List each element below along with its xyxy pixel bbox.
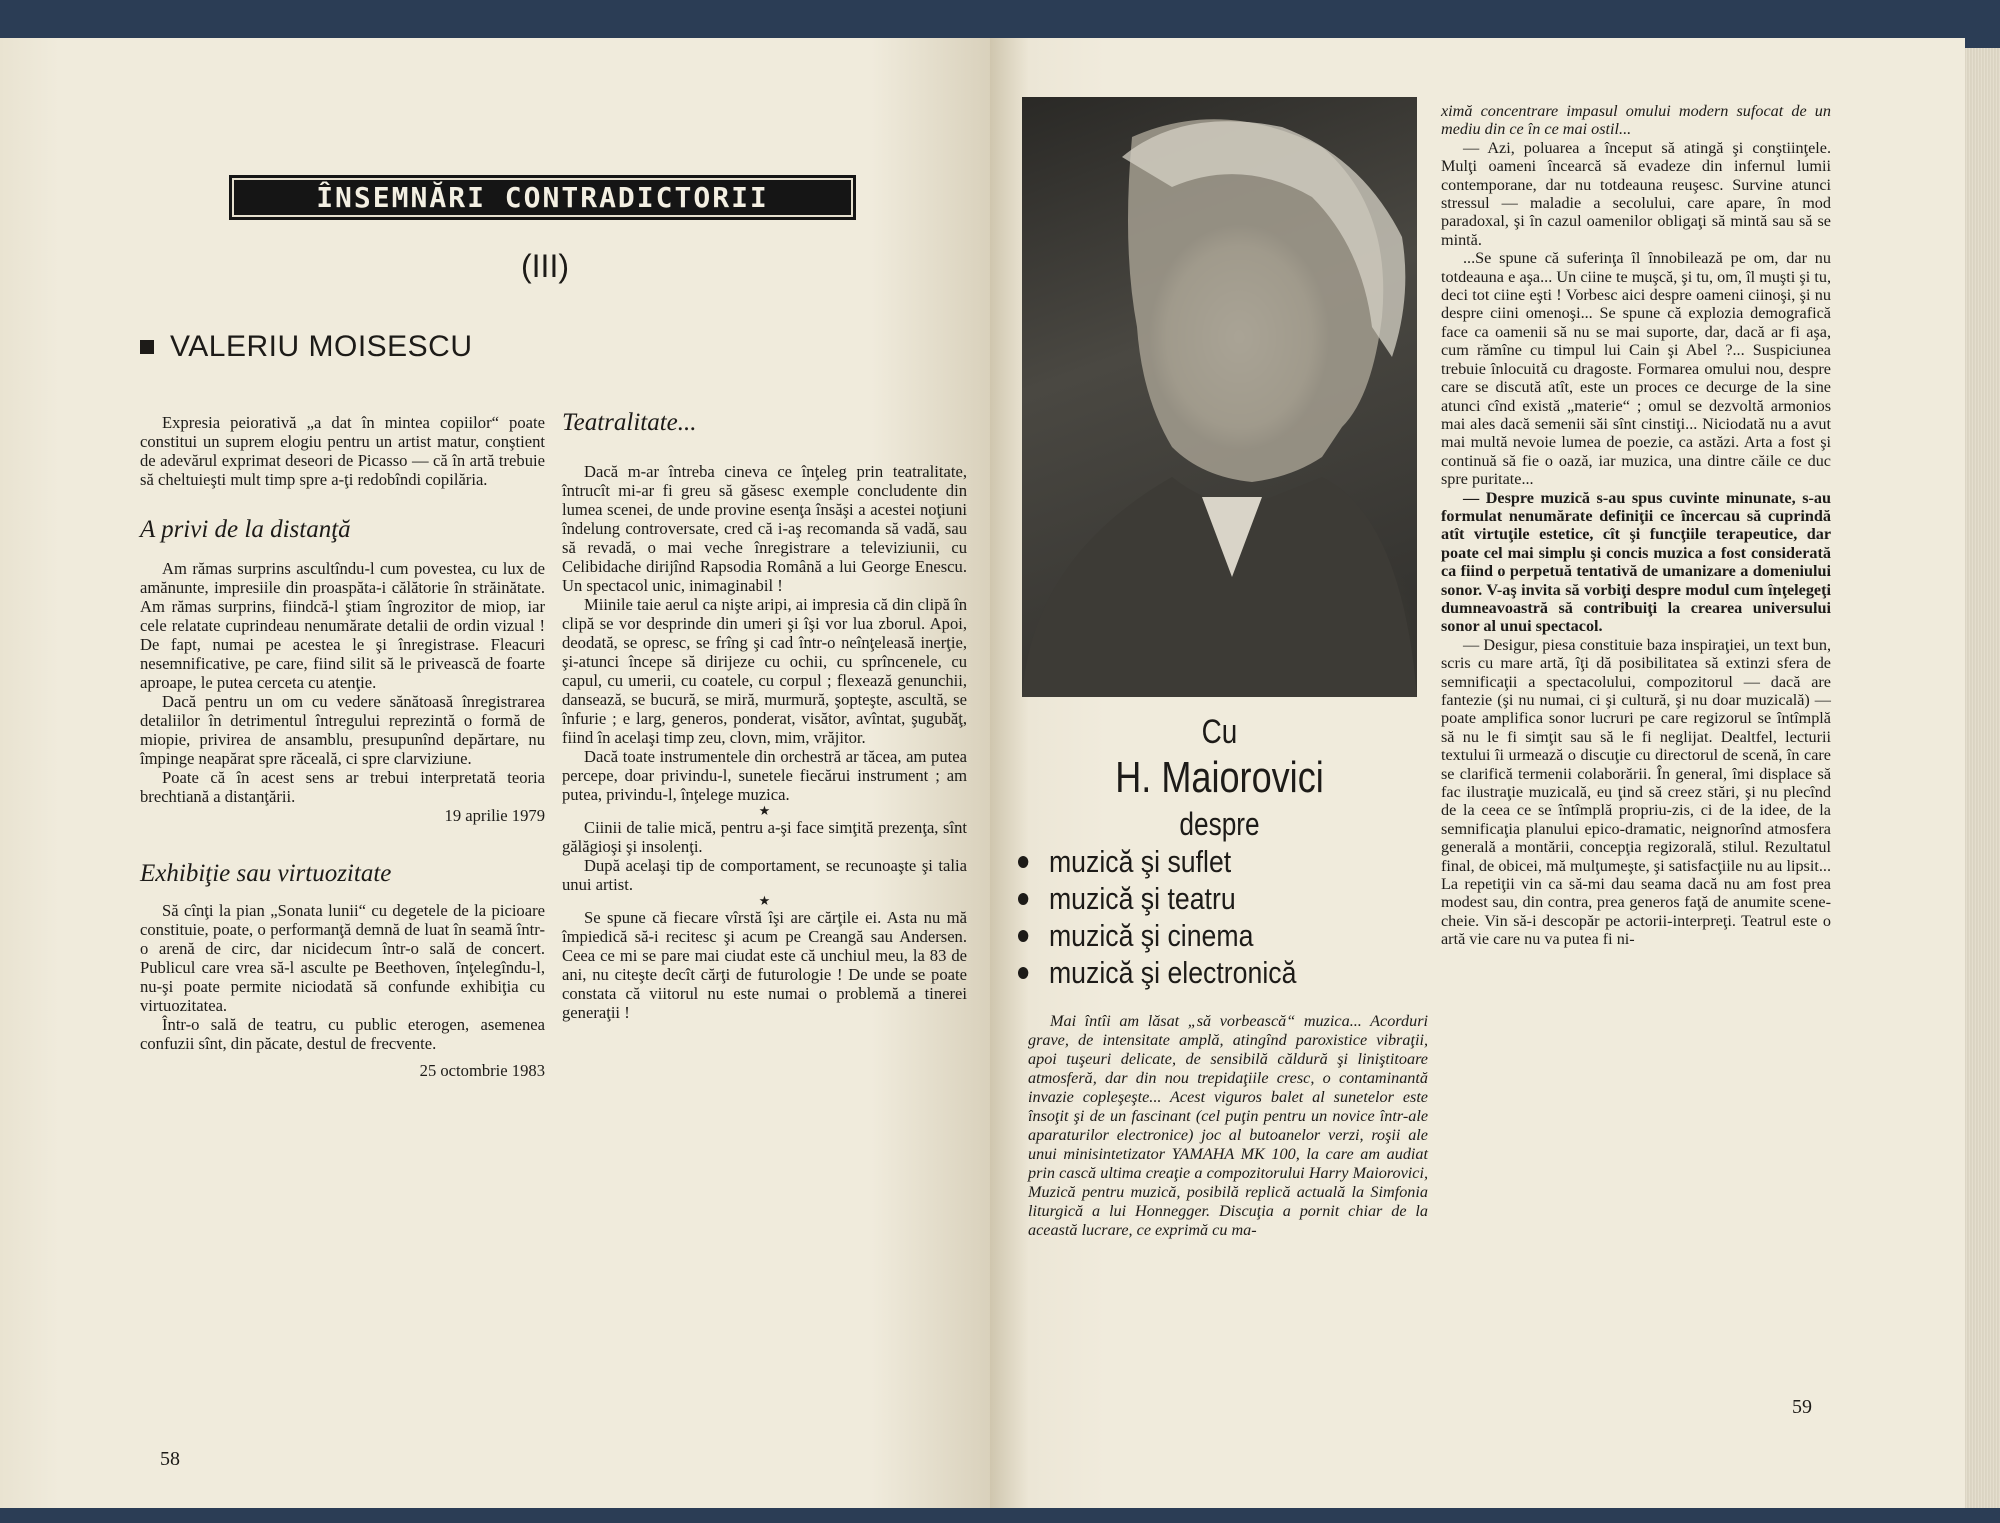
interview-intro — [1028, 1012, 1428, 1240]
title-line: Cu — [1201, 713, 1238, 751]
page-number: 58 — [160, 1448, 180, 1470]
title-line: despre — [1179, 806, 1260, 842]
interview-question: — Despre muzică s-au spus cuvinte minunate, s-au formulat nenumărate definiţii ce încercau să cuprindă atît virtuţile estetice, cît şi funcţiile terapeutice, dar poate cel mai simplu şi concis muzica a fost considerată ca fiind o perpetuă tentativă de umanizare a domeniului sonor. V-aş invita să vorbiţi despre modul cum înţelegeţi dumneavoastră să contribuiţi la crearea universului sonor al unui spectacol. — [1441, 488, 1831, 636]
list-item: muzică şi teatru — [1018, 880, 1379, 917]
part-number: (III) — [521, 248, 569, 284]
paragraph: Poate că în acest sens ar trebui interpretată teoria brechtiană a distanţării. — [140, 768, 545, 806]
paragraph: ...Se spune că suferinţa îl înnobilează pe om, dar nu totdeauna e aşa... Un ciine te muşcă, şi tu, om, îl muşti şi tu, deci tot ciine eşti ! Vorbesc aici despre oameni ciinoşi, şi nu despre ciini omenoşi... Se spune că explozia demografică face ca oamenii să nu se mai suporte, dar, dacă ar fi aşa, cum rămîne cu timpul lui Cain şi Abel ?... Suspiciunea trebuie înlocuită cu dragoste. Formarea omului nou, despre care se discută atît, este un proces ce decurge de la sine atunci cînd există „materie“ ; omul se dezvoltă armonios mai ales dacă semenii săi sînt cinstiţi... Niciodată nu a avut mai multă nevoie lumea de poezie, ca astăzi. Arta a fost şi continuă să fie o oază, iar muzica, una dintre căile ce duc spre puritate... — [1441, 249, 1831, 489]
section-title-banner: ÎNSEMNĂRI CONTRADICTORII — [229, 175, 856, 220]
right-column — [1441, 102, 1831, 949]
paragraph: Dacă toate instrumentele din orchestră ar tăcea, am putea percepe, doar privindu-l, sunetele fiecărui instrument ; am putea, privindu-l, înţelege muzica. — [562, 747, 967, 804]
paragraph: Expresia peiorativă „a dat în mintea copiilor“ poate constitui un suprem elogiu pentru un artist matur, conştient de adevărul exprimat deseori de Picasso — că în artă trebuie să cheltuieşti mult timp spre a-ţi redobîndi copilăria. — [140, 413, 545, 489]
intro-paragraph: Mai întîi am lăsat „să vorbească“ muzica... Acorduri grave, de intensitate amplă, atingînd paroxistice vibraţii, apoi tuşeuri delicate, de sensibilă căldură şi liniştitoare atmosferă, dar din nou trepidaţiile cresc, o contaminantă invazie copleşeşte... Acest viguros balet al sunetelor este însoţit şi de un fascinant (cel puţin pentru un novice într-ale aparaturilor electronice) joc al butoanelor verzi, roşii ale unui minisintetizator YAMAHA MK 100, la care am audiat prin cască ultima creaţie a compozitorului Harry Maiorovici, Muzică pentru muzică, posibilă replică actuală la Simfonia liturgică a lui Honnegger. Discuţia a pornit chiar de la această lucrare, ce exprimă cu ma- — [1028, 1012, 1428, 1239]
left-page — [0, 38, 990, 1508]
star-separator-icon: ★ — [758, 803, 771, 818]
subheading: A privi de la distanţă — [140, 516, 351, 543]
interview-title — [1058, 712, 1382, 844]
bullet-icon — [1018, 893, 1028, 905]
bullet-icon — [1018, 856, 1028, 868]
date: 19 aprilie 1979 — [444, 806, 545, 825]
portrait-person-icon — [1022, 97, 1417, 697]
left-column-2 — [562, 408, 967, 1022]
paragraph: Să cînţi la pian „Sonata lunii“ cu degetele de la picioare constituie, poate, o performanţă demnă de luat în seamă într-o arenă de circ, dar nicidecum într-o sală de concert. Publicul care vrea să-l asculte pe Beethoven, înţelegîndu-l, nu-şi poate permite niciodată să confunde exhibiţia cu virtuozitatea. — [140, 901, 545, 1015]
square-bullet-icon — [140, 340, 154, 354]
left-column-1 — [140, 413, 545, 1080]
paragraph: Am rămas surprins ascultîndu-l cum povestea, cu lux de amănunte, impresiile din proaspăta-i călătorie în străinătate. Am rămas surprins, fiindcă-l ştiam îngrozitor de miop, iar cele relatate cuprindeau nenumărate detalii de ordin vizual ! De fapt, numai pe acestea le şi înregistrase. Fleacuri nesemnificative, pe care, fiind silit să le privească de foarte aproape, le putea cerceta cu atenţie. — [140, 559, 545, 692]
bullet-icon — [1018, 930, 1028, 942]
paragraph: ximă concentrare impasul omului modern sufocat de un mediu din ce în ce mai ostil... — [1441, 102, 1831, 139]
author-name: VALERIU MOISESCU — [170, 330, 473, 363]
paragraph: Dacă pentru un om cu vedere sănătoasă înregistrarea detaliilor în detrimentul întregului reprezintă o formă de miopie, privirea de ansamblu, presupunînd depărtare, nu împinge neapărat spre răceală, ci spre clarviziune. — [140, 692, 545, 768]
interviewee-name: H. Maiorovici — [1115, 753, 1324, 802]
paragraph: Ciinii de talie mică, pentru a-şi face simţită prezenţa, sînt gălăgioşi şi insolenţi. — [562, 818, 967, 856]
date: 25 octombrie 1983 — [419, 1061, 545, 1080]
list-item: muzică şi cinema — [1018, 917, 1379, 954]
paragraph: După acelaşi tip de comportament, se recunoaşte şi talia unui artist. — [562, 856, 967, 894]
author-byline — [140, 330, 473, 364]
topic-list — [1018, 843, 1379, 991]
bullet-icon — [1018, 967, 1028, 979]
list-item: muzică şi suflet — [1018, 843, 1379, 880]
list-item: muzică şi electronică — [1018, 954, 1379, 991]
paragraph: — Desigur, piesa constituie baza inspiraţiei, un text bun, scris cu mare artă, îţi dă posibilitatea să extinzi sfera de semnificaţii a spectacolului, compozitorul — dacă are fantezie (şi nu numai, ci şi cultură, şi nu doar muzicală) — poate amplifica sonor lucruri pe care regizorul se întîmplă să nu le fi simţit sau să le fi neglijat. Dealtfel, lecturii textului îi urmează o discuţie cu directorul de scenă, în care se clarifică termenii colaborării. În general, îmi displace să fac ilustraţie muzicală, eu ţind să creez stări, şi nu plecînd de la ceea ce se întîmplă propriu-zis, ci de la idee, de la semnificaţia planului epico-dramatic, neignorînd atmosfera generală a montării, concepţia regizorală, stilul. Rezultatul final, de obicei, mă mulţumeşte, şi satisfacţiile nu au lipsit... La repetiţii vin ca să-mi dau seama dacă nu am fost prea modest sau, din contra, prea generos faţă de anumite scene-cheie. Vin să-i descopăr pe actorii-interpreţi. Teatrul este o artă vie care nu va putea fi ni- — [1441, 635, 1831, 949]
paragraph: Miinile taie aerul ca nişte aripi, ai impresia că din clipă în clipă se vor desprinde din umeri şi îşi vor lua zborul. Apoi, deodată, se opresc, se frîng şi cad într-o neînţeleasă inerţie, şi-atunci începe să dirijeze cu ochii, cu sprîncenele, cu capul, cu umerii, cu coatele, cu corpul ; flexează genunchii, dansează, se bucură, se miră, murmură, şopteşte, ascultă, se înfurie ; e larg, generos, ponderat, visător, avîntat, şugubăţ, fiind în acelaşi timp zeu, clovn, mim, vrăjitor. — [562, 595, 967, 747]
paragraph: Dacă m-ar întreba cineva ce înţeleg prin teatralitate, întrucît mi-ar fi greu să găsesc exemple concludente din lumea scenei, de unde provine esenţa însăşi a acestei noţiuni îndelung controversate, cred că i-aş recomanda să vadă, sau să revadă, o mai veche înregistrare a televiziunii, cu Celibidache dirijînd Rapsodia Română a lui George Enescu. Un spectacol unic, inimaginabil ! — [562, 462, 967, 595]
star-separator-icon: ★ — [758, 893, 771, 908]
paragraph: Se spune că fiecare vîrstă îşi are cărţile ei. Asta nu mă împiedică să-i recitesc şi acum pe Creangă sau Andersen. Ceea ce mi se pare mai ciudat este că unchiul meu, la 83 de ani, nu citeşte decît cărţi de futurologie ! De unde se poate constata că viitorul nu este numai o problemă a tinerei generaţii ! — [562, 908, 967, 1022]
book-page-edges — [1965, 48, 2000, 1508]
portrait-photo — [1022, 97, 1417, 697]
page-number: 59 — [1792, 1396, 1812, 1418]
subheading: Teatralitate... — [562, 409, 697, 436]
paragraph: Într-o sală de teatru, cu public eterogen, asemenea confuzii sînt, din păcate, destul de frecvente. — [140, 1015, 545, 1053]
paragraph: — Azi, poluarea a început să atingă şi conştiinţele. Mulţi oameni încearcă să evadeze din infernul lumii contemporane, dar nu totdeauna reuşesc. Survine atunci stressul — maladie a secolului, care apare, în mod paradoxal, şi în cazul oamenilor obligaţi să mintă sau să se mintă. — [1441, 138, 1831, 249]
subheading: Exhibiţie sau virtuozitate — [140, 860, 392, 887]
